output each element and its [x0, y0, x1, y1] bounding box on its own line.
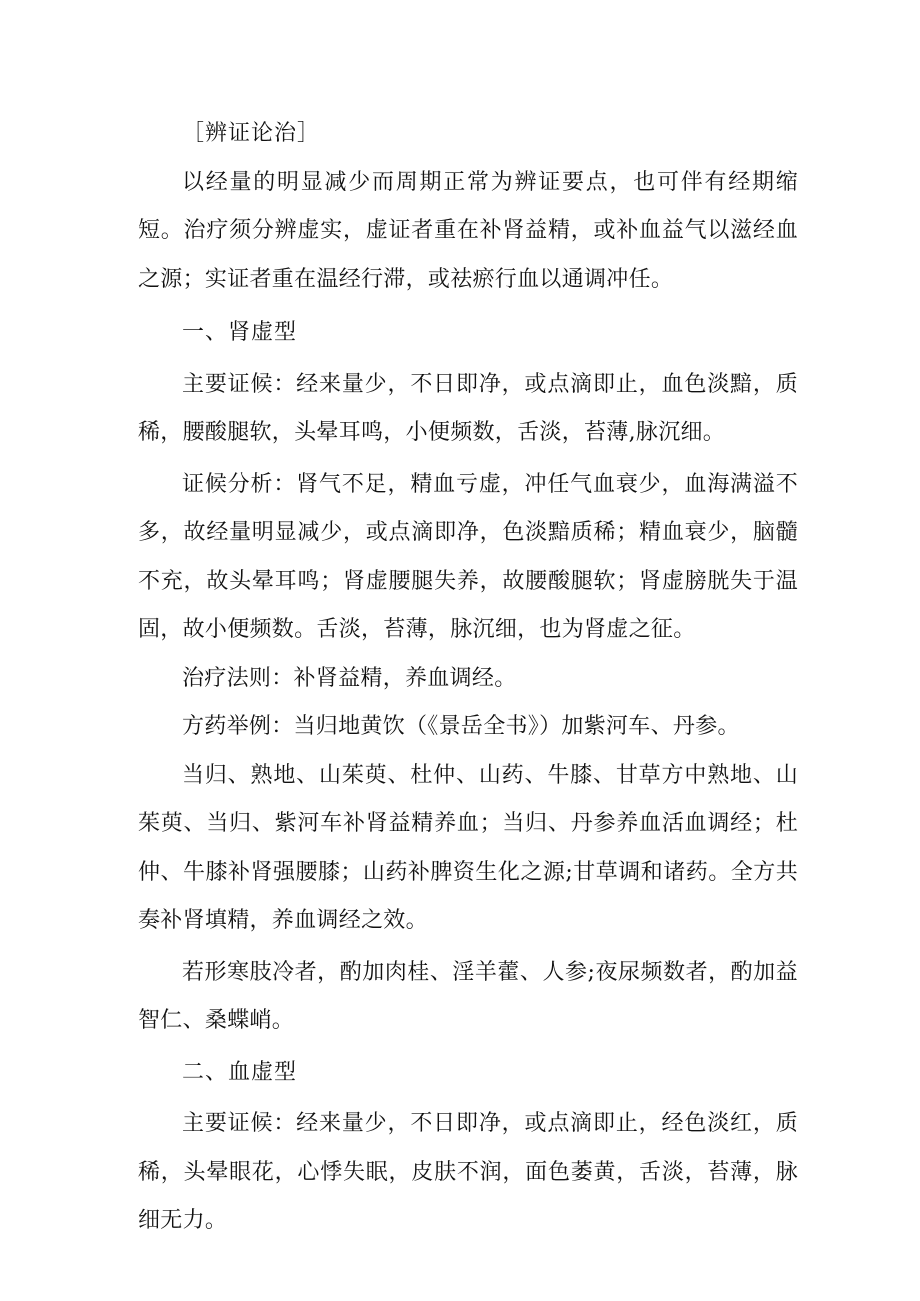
type1-formula: 方药举例：当归地黄饮（《景岳全书》）加紫河车、丹参。 — [182, 714, 740, 739]
intro-paragraph: 以经量的明显减少而周期正常为辨证要点，也可伴有经期缩短。治疗须分辨虚实，虚证者重在补肾益精，或补血益气以滋经血之源；实证者重在温经行滞，或祛瘀行血以通调冲任。 — [138, 169, 798, 292]
type2-heading: 二、血虚型 — [182, 1059, 298, 1085]
type1-heading: 一、肾虚型 — [182, 320, 298, 345]
type1-analysis: 证候分析：肾气不足，精血亏虚，冲任气血衰少，血海满溢不多，故经量明显减少，或点滴即净，色淡黯质稀；精血衰少，脑髓不充，故头晕耳鸣；肾虚腰腿失养，故腰酸腿软；肾虚膀胱失于温固，故小便频数。舌淡，苔薄，脉沉细，也为肾虚之征。 — [138, 471, 798, 642]
type2-symptoms: 主要证候：经来量少，不日即净，或点滴即止，经色淡红，质稀，头晕眼花，心悸失眠，皮肤不润，面色萎黄，舌淡，苔薄，脉细无力。 — [138, 1111, 798, 1233]
section-title: ［辨证论治］ — [182, 121, 321, 146]
document-body — [138, 110, 798, 1246]
type1-modification: 若形寒肢冷者，酌加肉桂、淫羊藿、人参;夜尿频数者，酌加益智仁、桑蝶峭。 — [138, 959, 798, 1033]
type1-symptoms: 主要证候：经来量少，不日即净，或点滴即止，血色淡黯，质稀，腰酸腿软，头晕耳鸣，小便频数，舌淡，苔薄,脉沉细。 — [138, 371, 798, 445]
type1-principle: 治疗法则：补肾益精，养血调经。 — [182, 665, 517, 691]
type1-formula-detail: 当归、熟地、山茱萸、杜仲、山药、牛膝、甘草方中熟地、山茱萸、当归、紫河车补肾益精养血；当归、丹参养血活血调经；杜仲、牛膝补肾强腰膝；山药补脾资生化之源;甘草调和诸药。全方共奏补肾填精，养血调经之效。 — [138, 762, 798, 933]
